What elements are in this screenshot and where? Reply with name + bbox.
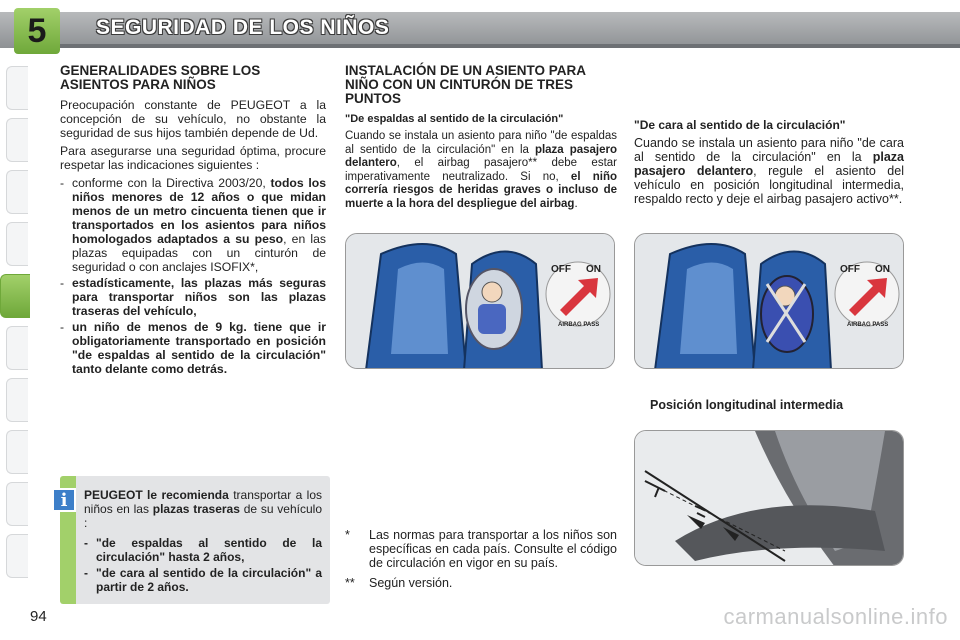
chapter-tab-2[interactable] [6, 118, 28, 162]
rear-facing-end: . [574, 197, 578, 210]
seat-rail-image [634, 430, 904, 566]
installation-heading: INSTALACIÓN DE UN ASIENTO PARA NIÑO CON UN CINTURÓN DE TRES PUNTOS [345, 63, 586, 106]
on-label: ON [875, 264, 890, 275]
chapter-number-badge: 5 [14, 8, 60, 54]
bullet-1-bold: todos los niños menores de 12 años o que midan menos de un metro cincuenta tienen que ir transportados en los asientos para niños homologados adaptados a su peso [72, 176, 327, 246]
chapter-tab-6[interactable] [6, 326, 28, 370]
recommendation-box [60, 476, 330, 604]
general-paragraph-2: Para asegurarse una seguridad óptima, procure respetar las indicaciones siguientes : [60, 144, 326, 172]
footnote-1 [345, 528, 617, 570]
airbag-label: AIRBAG PASS [558, 322, 600, 328]
chapter-tab-7[interactable] [6, 378, 28, 422]
rear-facing-seat-bold: plaza pasajero delantero [345, 143, 618, 169]
forward-facing-section [634, 118, 904, 210]
page-title: SEGURIDAD DE LOS NIÑOS [96, 16, 390, 39]
page-number: 94 [30, 608, 47, 625]
bullet-2-text: estadísticamente, las plazas más seguras para transportar niños son las plazas traseras del vehículo, [72, 276, 326, 318]
recommend-lead: PEUGEOT le recomienda [84, 488, 229, 502]
forward-facing-seat-image [634, 233, 904, 369]
footnote-1-marker: * [345, 528, 350, 542]
chapter-tab-4[interactable] [6, 222, 28, 266]
general-heading: GENERALIDADES SOBRE LOS ASIENTOS PARA NIÑOS [60, 63, 261, 92]
airbag-label: AIRBAG PASS [847, 322, 889, 328]
general-section [60, 64, 326, 378]
bullet-3-text: un niño de menos de 9 kg. tiene que ir obligatoriamente transportado en posición "de espaldas al sentido de la circulación" tanto delante como detrás. [72, 320, 326, 376]
bullet-1-end: , en las plazas equipadas con un cinturón de seguridad o con anclajes ISOFIX*, [72, 232, 326, 274]
chapter-rail [0, 60, 28, 580]
footnote-2-marker: ** [345, 576, 355, 590]
general-bullet-2: - estadísticamente, las plazas más seguras para transportar niños son las plazas traseras del vehículo, [60, 276, 326, 318]
general-bullet-3: - un niño de menos de 9 kg. tiene que ir obligatoriamente transportado en posición "de espaldas al sentido de la circulación" tanto delante como detrás. [60, 320, 326, 376]
rear-facing-text-2: , el airbag pasajero** debe estar imperativamente neutralizado. Si no, [345, 157, 617, 183]
footnote-2-text: Según versión. [369, 576, 453, 590]
info-icon: i [52, 488, 76, 512]
rear-facing-subheading: "De espaldas al sentido de la circulación" [345, 113, 564, 125]
footnotes [345, 528, 617, 596]
recommend-item-1: - "de espaldas al sentido de la circulación" hasta 2 años, [84, 536, 322, 564]
recommend-item-1-text: hasta 2 años, [165, 550, 245, 564]
general-bullet-1: - conforme con la Directiva 2003/20, todos los niños menores de 12 años o que midan menos de un metro cincuenta tienen que ir transportados en los asientos para niños homologados adaptados a su peso, en las plazas equipadas con un cinturón de seguridad o con anclajes ISOFIX*, [60, 176, 327, 274]
footnote-1-text: Las normas para transportar a los niños son específicas en cada país. Consulte el código de circulación en vigor en su país. [369, 528, 617, 570]
recommend-rear-seats: plazas traseras [152, 502, 240, 516]
footnote-2 [345, 576, 617, 590]
chapter-tab-3[interactable] [6, 170, 28, 214]
recommend-item-2: - "de cara al sentido de la circulación" a partir de 2 años. [84, 566, 323, 594]
chapter-tab-1[interactable] [6, 66, 28, 110]
watermark: carmanualsonline.info [723, 604, 948, 629]
recommend-text-1: transportar a los niños en las [84, 488, 322, 516]
chapter-tab-9[interactable] [6, 482, 28, 526]
chapter-tab-10[interactable] [6, 534, 28, 578]
recommend-item-1-bold: "de espaldas al sentido de la circulación" [96, 536, 322, 564]
forward-facing-text-1: Cuando se instala un asiento para niño "de cara al sentido de la circulación" en la [634, 136, 904, 164]
forward-facing-seat-bold: plaza pasajero delantero [634, 150, 904, 178]
rear-facing-warning: el niño correría riesgos de heridas graves o incluso de muerte a la hora del despliegue del airbag [345, 170, 617, 210]
bullet-1-text: conforme con la Directiva 2003/20, [72, 176, 271, 190]
seat-position-caption: Posición longitudinal intermedia [650, 398, 844, 412]
recommend-item-2-bold: "de cara al sentido de la circulación" [96, 566, 312, 580]
chapter-tab-8[interactable] [6, 430, 28, 474]
rear-facing-text [345, 130, 617, 211]
general-paragraph-1: Preocupación constante de PEUGEOT a la concepción de su vehículo, no obstante la seguridad de sus hijos también depende de Ud. [60, 98, 326, 140]
rear-facing-seat-image [345, 233, 615, 369]
chapter-tab-5[interactable] [0, 274, 30, 318]
off-label: OFF [551, 264, 571, 275]
recommend-text-2: de su vehículo : [84, 502, 322, 530]
forward-facing-text [634, 136, 904, 206]
on-label: ON [586, 264, 601, 275]
forward-facing-subheading: "De cara al sentido de la circulación" [634, 118, 846, 132]
rear-facing-text-1: Cuando se instala un asiento para niño "de espaldas al sentido de la circulación" en la [345, 130, 617, 156]
off-label: OFF [840, 264, 860, 275]
recommend-item-2-text: a partir de 2 años. [96, 566, 323, 594]
installation-section [345, 64, 617, 215]
forward-facing-text-2: , regule el asiento del vehículo en posición longitudinal intermedia, respaldo recto y deje el airbag pasajero activo**. [634, 164, 904, 206]
